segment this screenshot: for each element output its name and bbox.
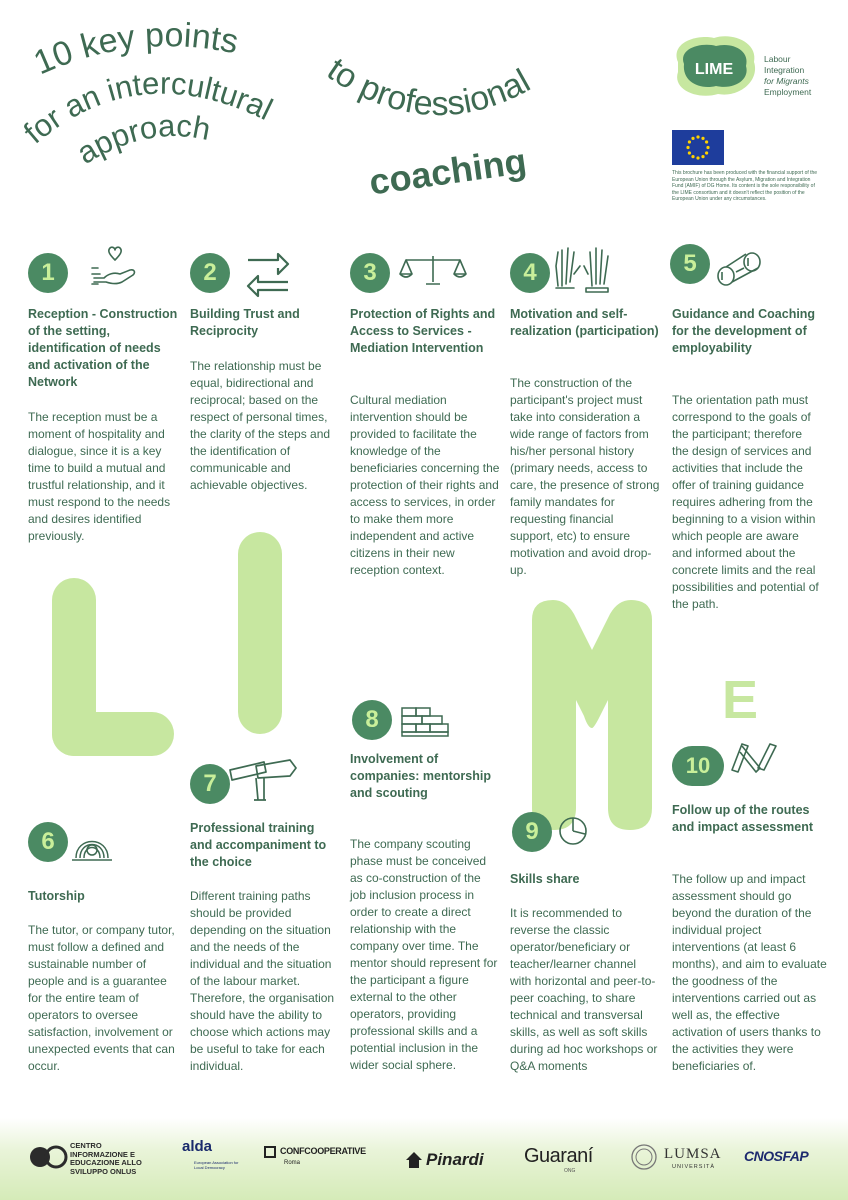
section-8-title: Involvement of companies: mentorship and scouting [350,752,491,800]
title-line-1: 10 key points [28,16,242,83]
house-icon [404,1150,424,1170]
section-9-number: 9 [512,812,552,852]
section-8-body: The company scouting phase must be conceived as co-construction of the job inclusion process in order to create a direct relationship with the company over time. The mentor should represent for the participant a figure external to the other operators, providing professional skills and a potential inclusion in the wider social sphere. [350,837,498,1072]
lumsa-seal-icon [630,1142,658,1172]
partner-cnosfap: CNOSFAP [744,1148,809,1164]
partner-alda: alda [182,1138,213,1155]
cies-line-1: CENTRO [70,1141,102,1150]
big-letter-l-foot [52,712,174,756]
cies-line-4: SVILUPPO ONLUS [70,1166,137,1176]
title-line-2: for an intercultural [17,65,279,151]
section-5-title: Guidance and Coaching for the development of employability [672,307,816,355]
partner-confcooperative-sub: Roma [284,1160,301,1166]
section-9-body: It is recommended to reverse the classic operator/beneficiary or teacher/learner channel with horizontal and peer-to-peer coaching, to share technical and transversal skills, as well as soft skills during ad hoc workshops or Q&A moments [510,906,658,1073]
section-1-body: The reception must be a moment of hospitality and dialogue, since it is a key time to build a mutual and trustful relationship, and it must respond to the needs and desires identified previously. [28,410,171,543]
partner-lumsa: LUMSA [664,1146,722,1162]
section-2-number: 2 [190,253,230,293]
title-line-5: coaching [366,139,529,203]
section-4-body: The construction of the participant's project must take into consideration a wide range of factors from his/her personal history (primary needs, access to care, the presence of strong family mandates for requesting financial support, etc) to ensure motivation and avoid drop-up. [510,376,660,577]
partner-guarani-sub: ONG [564,1168,576,1174]
bricks-icon [398,704,452,740]
section-9-title: Skills share [510,872,580,886]
partner-lumsa-sub: UNIVERSITÀ [672,1164,716,1170]
section-5-body: The orientation path must correspond to the goals of the participant; therefore the design of services and activities that include the offer of training guidance requires adhering from the beginning to a vision within which people are aware and informed about the concrete limits and the real possibilities and potential of the path. [672,393,819,611]
logo-tagline-2: Integration [764,65,805,75]
section-4-number: 4 [510,253,550,293]
cies-logo-icon [28,1140,68,1174]
logo-tagline-4: Employment [764,87,812,97]
section-6-body: The tutor, or company tutor, must follow a defined and sustainable number of people and is a guarantee for the entire team of operators to oversee satisfaction, involvement or unexpected events that can occur. [28,923,175,1073]
section-7-number: 7 [190,764,230,804]
pie-chart-icon [556,814,590,848]
big-letter-e: E [722,670,759,730]
section-7-body: Different training paths should be provided depending on the situation and the needs of the individual and the situation of the labour market. Therefore, the organisation should have the ability to choose which actions may be useful to take for each individual. [190,889,335,1073]
big-letter-m [532,600,652,830]
section-10-body: The follow up and impact assessment should go beyond the duration of the individual project interventions (at least 6 months), and aim to evaluate the goodness of the interventions carried out as well as, the effective activation of users thanks to the activities they were beneficiaries of. [672,872,827,1073]
title-line-4: to professional [320,50,537,124]
signpost-icon [226,754,298,804]
partner-alda-sub: European Association for Local Democracy [194,1160,239,1170]
partner-pinardi: Pinardi [426,1150,484,1169]
exchange-arrows-icon [244,250,292,298]
logo-tagline-1: Labour [764,54,791,64]
section-1-title: Reception - Construction of the setting, identification of needs and activation of the Network [28,307,178,389]
logo-name: LIME [694,61,734,78]
section-3-body: Cultural mediation intervention should be provided to facilitate the knowledge of the beneficiaries concerning the protection of their rights and access to services, in order to make them more independent and active citizens in their new reception context. [350,393,500,577]
section-3-title: Protection of Rights and Access to Services - Mediation Intervention [350,307,496,355]
binoculars-icon [716,246,764,290]
section-2-title: Building Trust and Reciprocity [190,307,300,338]
section-3-number: 3 [350,253,390,293]
cies-line-3: EDUCAZIONE ALLO [70,1158,142,1167]
logo-tagline-3: for Migrants [764,76,809,86]
tutor-avatar-icon [70,820,114,864]
section-7-title: Professional training and accompaniment to the choice [190,821,327,869]
folding-ruler-icon [730,740,780,776]
partner-guarani: Guaraní [524,1145,593,1167]
big-letter-i [238,532,282,734]
section-6-title: Tutorship [28,889,85,903]
partner-confcooperative: CONFCOOPERATIVE [280,1146,366,1156]
confcooperative-logo-icon [264,1146,276,1158]
partner-cies [70,1142,142,1176]
eu-funding-note: This brochure has been produced with the financial support of the European Union through the Asylum, Migration and Integration Fund (AMIF) of DG Home. Its content is the sole responsibility of the LIME consortium and it doesn't reflect the position of the European Union under any circumstances. [672,170,818,202]
section-4-title: Motivation and self-realization (participation) [510,307,659,338]
raised-hands-icon [552,244,614,296]
section-10-title: Follow up of the routes and impact assessment [672,803,814,834]
title-line-3: approach [70,107,214,171]
section-1-number: 1 [28,253,68,293]
section-6-number: 6 [28,822,68,862]
section-2-body: The relationship must be equal, bidirectional and reciprocal; based on the respect of personal times, the clarity of the steps and the identification of communicable and achievable objectives. [190,359,331,492]
section-10-number: 10 [672,746,724,786]
cies-line-2: INFORMAZIONE E [70,1149,135,1159]
section-5-number: 5 [670,244,710,284]
scales-of-justice-icon [398,252,468,288]
hand-heart-icon [90,244,140,290]
section-8-number: 8 [352,700,392,740]
